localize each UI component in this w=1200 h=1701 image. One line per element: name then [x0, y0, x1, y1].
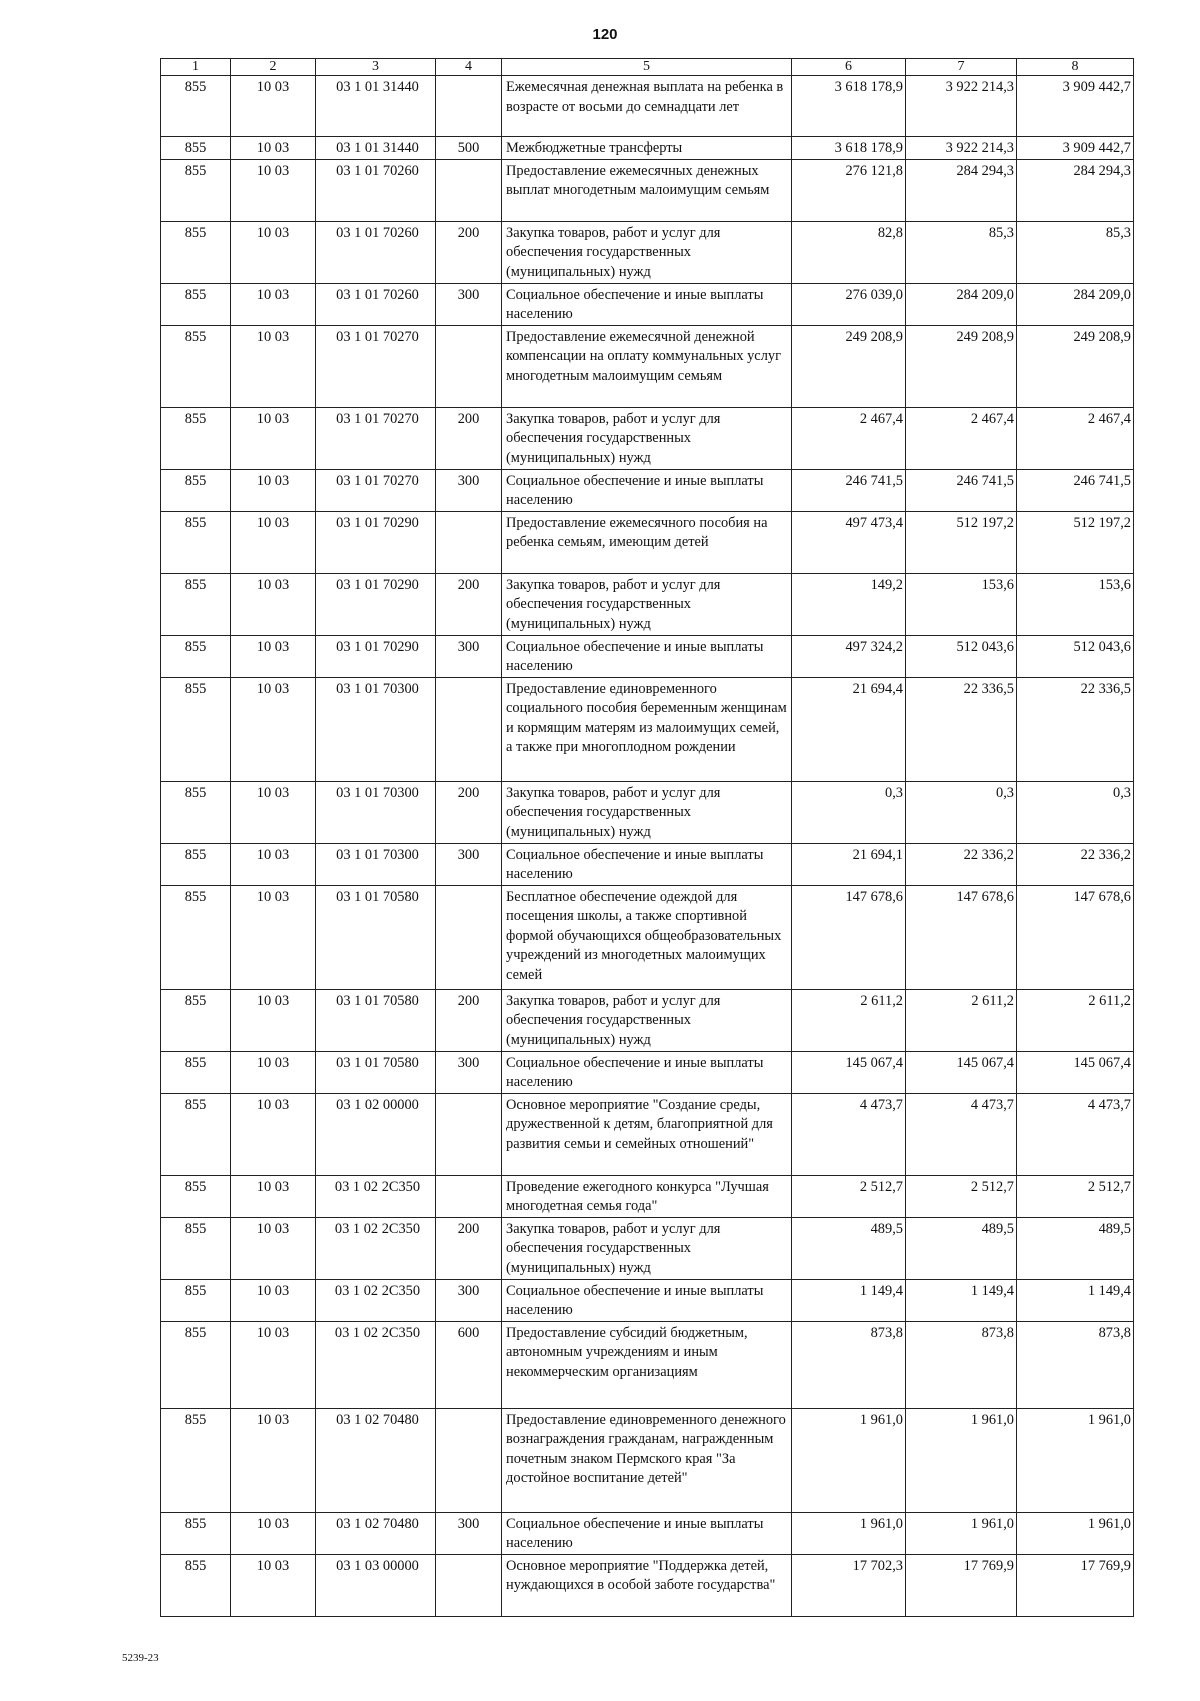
- target-code-cell: 03 1 01 31440: [316, 137, 436, 160]
- expense-type-cell: [436, 76, 502, 137]
- section-code-cell: 10 03: [231, 781, 316, 843]
- section-code-cell: 10 03: [231, 1279, 316, 1321]
- amount-col7-cell: 147 678,6: [906, 885, 1017, 989]
- row-code-cell: 855: [161, 1321, 231, 1408]
- amount-col8-cell: 3 909 442,7: [1017, 76, 1134, 137]
- expense-type-cell: [436, 885, 502, 989]
- description-cell: Закупка товаров, работ и услуг для обеспечения государственных (муниципальных) нужд: [502, 573, 792, 635]
- table-row: [161, 843, 1134, 885]
- expense-type-cell: 300: [436, 1279, 502, 1321]
- table-row: [161, 1408, 1134, 1512]
- amount-col7-cell: 249 208,9: [906, 325, 1017, 407]
- expense-type-cell: 300: [436, 843, 502, 885]
- table-row: [161, 469, 1134, 511]
- amount-col8-cell: 147 678,6: [1017, 885, 1134, 989]
- expense-type-cell: [436, 325, 502, 407]
- section-code-cell: 10 03: [231, 1554, 316, 1616]
- table-row: [161, 407, 1134, 469]
- amount-col8-cell: 246 741,5: [1017, 469, 1134, 511]
- amount-col8-cell: 3 909 442,7: [1017, 137, 1134, 160]
- description-cell: Основное мероприятие "Создание среды, дружественной к детям, благоприятной для развития семьи и семейных отношений": [502, 1093, 792, 1175]
- table-row: [161, 76, 1134, 137]
- amount-col7-cell: 246 741,5: [906, 469, 1017, 511]
- section-code-cell: 10 03: [231, 221, 316, 283]
- amount-col7-cell: 17 769,9: [906, 1554, 1017, 1616]
- description-cell: Предоставление ежемесячных денежных выплат многодетным малоимущим семьям: [502, 159, 792, 221]
- section-code-cell: 10 03: [231, 635, 316, 677]
- row-code-cell: 855: [161, 76, 231, 137]
- row-code-cell: 855: [161, 781, 231, 843]
- target-code-cell: 03 1 01 70270: [316, 407, 436, 469]
- amount-col6-cell: 0,3: [792, 781, 906, 843]
- row-code-cell: 855: [161, 159, 231, 221]
- row-code-cell: 855: [161, 1512, 231, 1554]
- row-code-cell: 855: [161, 1217, 231, 1279]
- amount-col8-cell: 2 611,2: [1017, 989, 1134, 1051]
- expense-type-cell: [436, 1554, 502, 1616]
- column-header: 8: [1017, 59, 1134, 76]
- description-cell: Социальное обеспечение и иные выплаты населению: [502, 843, 792, 885]
- table-row: [161, 1217, 1134, 1279]
- target-code-cell: 03 1 01 70580: [316, 885, 436, 989]
- amount-col7-cell: 153,6: [906, 573, 1017, 635]
- table-row: [161, 283, 1134, 325]
- description-cell: Закупка товаров, работ и услуг для обеспечения государственных (муниципальных) нужд: [502, 221, 792, 283]
- row-code-cell: 855: [161, 325, 231, 407]
- description-cell: Предоставление единовременного денежного вознаграждения гражданам, награжденным почетным знаком Пермского края "За достойное воспитание детей": [502, 1408, 792, 1512]
- row-code-cell: 855: [161, 1279, 231, 1321]
- target-code-cell: 03 1 02 70480: [316, 1408, 436, 1512]
- description-cell: Ежемесячная денежная выплата на ребенка в возрасте от восьми до семнадцати лет: [502, 76, 792, 137]
- amount-col8-cell: 284 209,0: [1017, 283, 1134, 325]
- row-code-cell: 855: [161, 221, 231, 283]
- target-code-cell: 03 1 01 70290: [316, 573, 436, 635]
- description-cell: Социальное обеспечение и иные выплаты населению: [502, 469, 792, 511]
- expense-type-cell: 300: [436, 1051, 502, 1093]
- amount-col6-cell: 3 618 178,9: [792, 76, 906, 137]
- target-code-cell: 03 1 01 70270: [316, 325, 436, 407]
- row-code-cell: 855: [161, 635, 231, 677]
- target-code-cell: 03 1 02 2С350: [316, 1175, 436, 1217]
- expense-type-cell: [436, 1408, 502, 1512]
- amount-col8-cell: 1 961,0: [1017, 1512, 1134, 1554]
- amount-col8-cell: 2 512,7: [1017, 1175, 1134, 1217]
- section-code-cell: 10 03: [231, 1408, 316, 1512]
- target-code-cell: 03 1 02 00000: [316, 1093, 436, 1175]
- description-cell: Проведение ежегодного конкурса "Лучшая многодетная семья года": [502, 1175, 792, 1217]
- description-cell: Социальное обеспечение и иные выплаты населению: [502, 635, 792, 677]
- amount-col8-cell: 22 336,2: [1017, 843, 1134, 885]
- amount-col7-cell: 1 961,0: [906, 1408, 1017, 1512]
- amount-col8-cell: 284 294,3: [1017, 159, 1134, 221]
- target-code-cell: 03 1 01 70290: [316, 511, 436, 573]
- amount-col8-cell: 0,3: [1017, 781, 1134, 843]
- expense-type-cell: [436, 1175, 502, 1217]
- description-cell: Закупка товаров, работ и услуг для обеспечения государственных (муниципальных) нужд: [502, 989, 792, 1051]
- section-code-cell: 10 03: [231, 843, 316, 885]
- description-cell: Социальное обеспечение и иные выплаты населению: [502, 1512, 792, 1554]
- target-code-cell: 03 1 03 00000: [316, 1554, 436, 1616]
- table-row: [161, 1051, 1134, 1093]
- target-code-cell: 03 1 01 31440: [316, 76, 436, 137]
- amount-col6-cell: 4 473,7: [792, 1093, 906, 1175]
- table-row: [161, 885, 1134, 989]
- amount-col8-cell: 249 208,9: [1017, 325, 1134, 407]
- description-cell: Предоставление ежемесячной денежной компенсации на оплату коммунальных услуг многодетным малоимущим семьям: [502, 325, 792, 407]
- section-code-cell: 10 03: [231, 1217, 316, 1279]
- amount-col6-cell: 17 702,3: [792, 1554, 906, 1616]
- row-code-cell: 855: [161, 885, 231, 989]
- amount-col8-cell: 512 043,6: [1017, 635, 1134, 677]
- description-cell: Основное мероприятие "Поддержка детей, нуждающихся в особой заботе государства": [502, 1554, 792, 1616]
- table-row: [161, 1512, 1134, 1554]
- description-cell: Предоставление единовременного социального пособия беременным женщинам и кормящим матерям из малоимущих семей, а также при многоплодном рождении: [502, 677, 792, 781]
- amount-col8-cell: 22 336,5: [1017, 677, 1134, 781]
- amount-col6-cell: 1 961,0: [792, 1408, 906, 1512]
- amount-col8-cell: 4 473,7: [1017, 1093, 1134, 1175]
- amount-col6-cell: 145 067,4: [792, 1051, 906, 1093]
- amount-col6-cell: 149,2: [792, 573, 906, 635]
- amount-col8-cell: 85,3: [1017, 221, 1134, 283]
- target-code-cell: 03 1 01 70300: [316, 843, 436, 885]
- amount-col7-cell: 145 067,4: [906, 1051, 1017, 1093]
- row-code-cell: 855: [161, 1051, 231, 1093]
- amount-col6-cell: 276 121,8: [792, 159, 906, 221]
- expense-type-cell: [436, 511, 502, 573]
- expense-type-cell: [436, 1093, 502, 1175]
- description-cell: Закупка товаров, работ и услуг для обеспечения государственных (муниципальных) нужд: [502, 407, 792, 469]
- row-code-cell: 855: [161, 137, 231, 160]
- amount-col7-cell: 85,3: [906, 221, 1017, 283]
- row-code-cell: 855: [161, 407, 231, 469]
- description-cell: Закупка товаров, работ и услуг для обеспечения государственных (муниципальных) нужд: [502, 781, 792, 843]
- table-row: [161, 573, 1134, 635]
- description-cell: Социальное обеспечение и иные выплаты населению: [502, 283, 792, 325]
- amount-col7-cell: 1 149,4: [906, 1279, 1017, 1321]
- section-code-cell: 10 03: [231, 469, 316, 511]
- amount-col6-cell: 82,8: [792, 221, 906, 283]
- section-code-cell: 10 03: [231, 325, 316, 407]
- expense-type-cell: [436, 159, 502, 221]
- target-code-cell: 03 1 01 70260: [316, 159, 436, 221]
- column-header: 5: [502, 59, 792, 76]
- amount-col6-cell: 489,5: [792, 1217, 906, 1279]
- section-code-cell: 10 03: [231, 1051, 316, 1093]
- expense-type-cell: 300: [436, 635, 502, 677]
- column-header: 7: [906, 59, 1017, 76]
- amount-col8-cell: 145 067,4: [1017, 1051, 1134, 1093]
- amount-col7-cell: 0,3: [906, 781, 1017, 843]
- amount-col8-cell: 153,6: [1017, 573, 1134, 635]
- amount-col6-cell: 2 512,7: [792, 1175, 906, 1217]
- row-code-cell: 855: [161, 1408, 231, 1512]
- description-cell: Предоставление субсидий бюджетным, автономным учреждениям и иным некоммерческим организациям: [502, 1321, 792, 1408]
- row-code-cell: 855: [161, 1093, 231, 1175]
- amount-col7-cell: 22 336,5: [906, 677, 1017, 781]
- target-code-cell: 03 1 01 70580: [316, 989, 436, 1051]
- amount-col7-cell: 3 922 214,3: [906, 137, 1017, 160]
- amount-col8-cell: 2 467,4: [1017, 407, 1134, 469]
- amount-col6-cell: 2 611,2: [792, 989, 906, 1051]
- section-code-cell: 10 03: [231, 137, 316, 160]
- description-cell: Предоставление ежемесячного пособия на ребенка семьям, имеющим детей: [502, 511, 792, 573]
- amount-col6-cell: 1 149,4: [792, 1279, 906, 1321]
- target-code-cell: 03 1 02 70480: [316, 1512, 436, 1554]
- column-header: 6: [792, 59, 906, 76]
- amount-col6-cell: 246 741,5: [792, 469, 906, 511]
- amount-col7-cell: 22 336,2: [906, 843, 1017, 885]
- expense-type-cell: [436, 677, 502, 781]
- target-code-cell: 03 1 01 70300: [316, 781, 436, 843]
- table-row: [161, 159, 1134, 221]
- amount-col7-cell: 873,8: [906, 1321, 1017, 1408]
- description-cell: Социальное обеспечение и иные выплаты населению: [502, 1051, 792, 1093]
- amount-col7-cell: 4 473,7: [906, 1093, 1017, 1175]
- target-code-cell: 03 1 01 70580: [316, 1051, 436, 1093]
- budget-table: [160, 58, 1134, 1617]
- section-code-cell: 10 03: [231, 1093, 316, 1175]
- amount-col7-cell: 2 512,7: [906, 1175, 1017, 1217]
- row-code-cell: 855: [161, 989, 231, 1051]
- target-code-cell: 03 1 02 2С350: [316, 1279, 436, 1321]
- expense-type-cell: 200: [436, 989, 502, 1051]
- amount-col6-cell: 21 694,1: [792, 843, 906, 885]
- target-code-cell: 03 1 01 70290: [316, 635, 436, 677]
- row-code-cell: 855: [161, 283, 231, 325]
- section-code-cell: 10 03: [231, 1512, 316, 1554]
- table-row: [161, 325, 1134, 407]
- table-row: [161, 221, 1134, 283]
- target-code-cell: 03 1 01 70300: [316, 677, 436, 781]
- amount-col7-cell: 2 467,4: [906, 407, 1017, 469]
- section-code-cell: 10 03: [231, 283, 316, 325]
- description-cell: Социальное обеспечение и иные выплаты населению: [502, 1279, 792, 1321]
- amount-col8-cell: 873,8: [1017, 1321, 1134, 1408]
- amount-col7-cell: 284 294,3: [906, 159, 1017, 221]
- row-code-cell: 855: [161, 1554, 231, 1616]
- amount-col7-cell: 1 961,0: [906, 1512, 1017, 1554]
- table-row: [161, 989, 1134, 1051]
- expense-type-cell: 500: [436, 137, 502, 160]
- amount-col8-cell: 17 769,9: [1017, 1554, 1134, 1616]
- amount-col7-cell: 3 922 214,3: [906, 76, 1017, 137]
- section-code-cell: 10 03: [231, 1175, 316, 1217]
- expense-type-cell: 200: [436, 221, 502, 283]
- amount-col7-cell: 512 043,6: [906, 635, 1017, 677]
- section-code-cell: 10 03: [231, 885, 316, 989]
- section-code-cell: 10 03: [231, 573, 316, 635]
- row-code-cell: 855: [161, 573, 231, 635]
- expense-type-cell: 300: [436, 1512, 502, 1554]
- amount-col8-cell: 1 961,0: [1017, 1408, 1134, 1512]
- header-row: [161, 59, 1134, 76]
- target-code-cell: 03 1 01 70270: [316, 469, 436, 511]
- table-row: [161, 781, 1134, 843]
- description-cell: Закупка товаров, работ и услуг для обеспечения государственных (муниципальных) нужд: [502, 1217, 792, 1279]
- row-code-cell: 855: [161, 469, 231, 511]
- column-header: 1: [161, 59, 231, 76]
- amount-col7-cell: 2 611,2: [906, 989, 1017, 1051]
- amount-col8-cell: 512 197,2: [1017, 511, 1134, 573]
- expense-type-cell: 200: [436, 573, 502, 635]
- description-cell: Бесплатное обеспечение одеждой для посещения школы, а также спортивной формой обучающихся общеобразовательных учреждений из многодетных малоимущих семей: [502, 885, 792, 989]
- amount-col8-cell: 1 149,4: [1017, 1279, 1134, 1321]
- section-code-cell: 10 03: [231, 677, 316, 781]
- expense-type-cell: 600: [436, 1321, 502, 1408]
- row-code-cell: 855: [161, 1175, 231, 1217]
- row-code-cell: 855: [161, 677, 231, 781]
- section-code-cell: 10 03: [231, 1321, 316, 1408]
- amount-col6-cell: 21 694,4: [792, 677, 906, 781]
- footer-code: 5239-23: [122, 1652, 159, 1664]
- section-code-cell: 10 03: [231, 407, 316, 469]
- column-header: 4: [436, 59, 502, 76]
- row-code-cell: 855: [161, 843, 231, 885]
- amount-col8-cell: 489,5: [1017, 1217, 1134, 1279]
- description-cell: Межбюджетные трансферты: [502, 137, 792, 160]
- amount-col7-cell: 489,5: [906, 1217, 1017, 1279]
- table-row: [161, 1279, 1134, 1321]
- amount-col6-cell: 276 039,0: [792, 283, 906, 325]
- target-code-cell: 03 1 01 70260: [316, 221, 436, 283]
- row-code-cell: 855: [161, 511, 231, 573]
- amount-col6-cell: 2 467,4: [792, 407, 906, 469]
- expense-type-cell: 300: [436, 469, 502, 511]
- amount-col6-cell: 497 324,2: [792, 635, 906, 677]
- table-row: [161, 1093, 1134, 1175]
- table-row: [161, 1321, 1134, 1408]
- section-code-cell: 10 03: [231, 989, 316, 1051]
- expense-type-cell: 200: [436, 1217, 502, 1279]
- expense-type-cell: 200: [436, 407, 502, 469]
- page-number: 120: [592, 26, 618, 43]
- amount-col6-cell: 497 473,4: [792, 511, 906, 573]
- table-row: [161, 677, 1134, 781]
- column-header: 2: [231, 59, 316, 76]
- table-row: [161, 1175, 1134, 1217]
- amount-col6-cell: 3 618 178,9: [792, 137, 906, 160]
- section-code-cell: 10 03: [231, 76, 316, 137]
- target-code-cell: 03 1 02 2С350: [316, 1321, 436, 1408]
- amount-col6-cell: 873,8: [792, 1321, 906, 1408]
- table-row: [161, 137, 1134, 160]
- expense-type-cell: 300: [436, 283, 502, 325]
- table-row: [161, 511, 1134, 573]
- amount-col7-cell: 512 197,2: [906, 511, 1017, 573]
- amount-col6-cell: 249 208,9: [792, 325, 906, 407]
- expense-type-cell: 200: [436, 781, 502, 843]
- amount-col6-cell: 147 678,6: [792, 885, 906, 989]
- table-body: [161, 76, 1134, 1617]
- column-header: 3: [316, 59, 436, 76]
- amount-col6-cell: 1 961,0: [792, 1512, 906, 1554]
- target-code-cell: 03 1 01 70260: [316, 283, 436, 325]
- target-code-cell: 03 1 02 2С350: [316, 1217, 436, 1279]
- section-code-cell: 10 03: [231, 511, 316, 573]
- table-row: [161, 1554, 1134, 1616]
- amount-col7-cell: 284 209,0: [906, 283, 1017, 325]
- section-code-cell: 10 03: [231, 159, 316, 221]
- table-row: [161, 635, 1134, 677]
